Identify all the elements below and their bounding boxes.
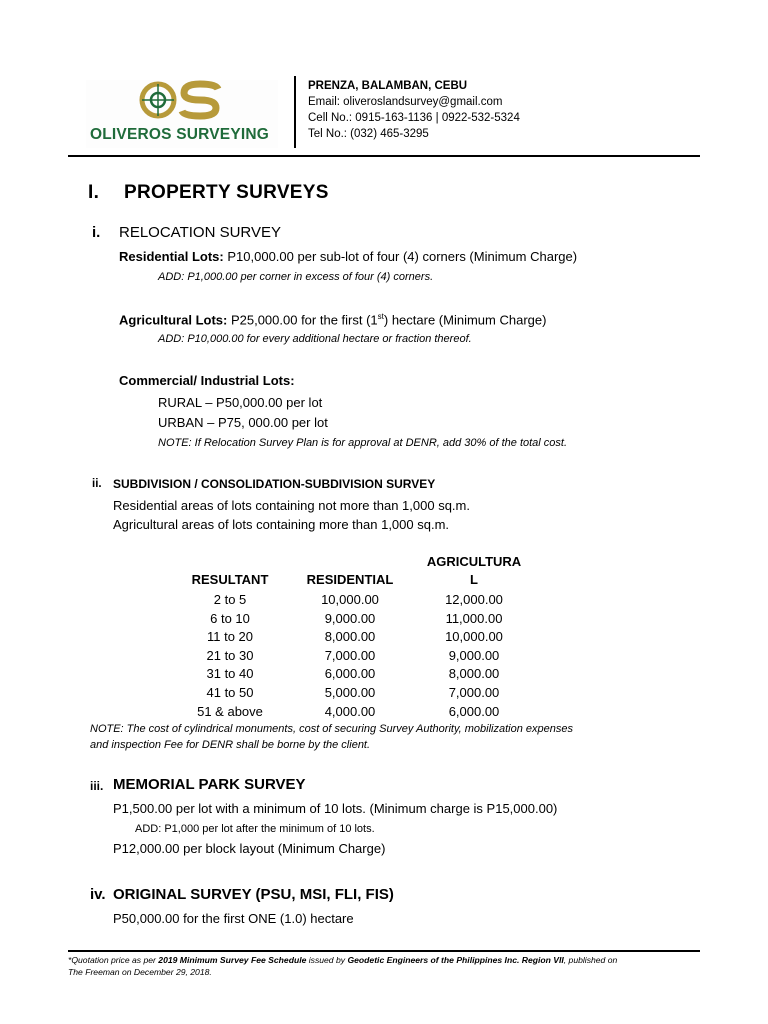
residential-cell: 10,000.00 [321,592,379,607]
residential-lots-label: Residential Lots: [119,249,224,264]
original-number: iv. [90,886,106,903]
residential-lots-text: P10,000.00 per sub-lot of four (4) corners (Minimum Charge) [223,249,578,264]
rural-rate: RURAL – P50,000.00 per lot [158,395,323,410]
col-header-agricultural-2: L [470,572,478,587]
resultant-cell: 2 to 5 [213,592,247,607]
resultant-cell: 11 to 20 [206,629,254,645]
memorial-title: MEMORIAL PARK SURVEY [113,776,306,793]
footer-note [68,954,700,978]
residential-cell: 9,000.00 [324,610,376,626]
resultant-cell: 51 & above [197,703,263,719]
memorial-number: iii. [90,779,104,793]
relocation-note: NOTE: If Relocation Survey Plan is for approval at DENR, add 30% of the total cost. [158,437,568,449]
subdivision-number: ii. [92,478,102,490]
memorial-line-1: P1,500.00 per lot with a minimum of 10 lots. (Minimum charge is P15,000.00) [113,801,558,816]
agricultural-lots-text-b: ) hectare (Minimum Charge) [383,312,547,328]
residential-cell: 7,000.00 [324,647,376,663]
agricultural-cell: 11,000.00 [445,610,503,626]
original-line-1: P50,000.00 for the first ONE (1.0) hectare [113,911,354,926]
agricultural-lots-label: Agricultural Lots: [119,312,228,328]
original-title: ORIGINAL SURVEY (PSU, MSI, FLI, FIS) [113,886,394,903]
subdivision-note-2: and inspection Fee for DENR shall be borne by the client. [90,739,371,751]
col-header-resultant: RESULTANT [191,572,269,587]
relocation-number: i. [92,224,101,241]
logo-os-mark [138,80,224,124]
resultant-cell: 6 to 10 [210,610,250,626]
agricultural-cell: 10,000.00 [445,629,503,645]
agricultural-cell: 7,000.00 [448,685,500,700]
commercial-lots-label: Commercial/ Industrial Lots: [119,373,295,388]
company-tel: Tel No.: (032) 465-3295 [308,128,429,140]
urban-rate: URBAN – P75, 000.00 per lot [158,415,328,430]
residential-add: ADD: P1,000.00 per corner in excess of four (4) corners. [158,271,434,283]
agricultural-lots-text-a: P25,000.00 for the first (1 [227,312,378,328]
memorial-add: ADD: P1,000 per lot after the minimum of 10 lots. [135,823,375,835]
agricultural-cell: 12,000.00 [445,592,503,607]
subdivision-note-1: NOTE: The cost of cylindrical monuments, cost of securing Survey Authority, mobilization expenses [90,723,573,735]
section-number: I. [88,182,100,203]
company-cell: Cell No.: 0915-163-1136 | 0922-532-5324 [308,112,520,124]
agricultural-lots-line [119,312,546,327]
agricultural-cell: 9,000.00 [448,647,500,663]
relocation-title: RELOCATION SURVEY [119,224,281,241]
resultant-cell: 31 to 40 [206,666,254,682]
subdivision-title: SUBDIVISION / CONSOLIDATION-SUBDIVISION SURVEY [113,477,436,491]
col-header-residential: RESIDENTIAL [306,572,394,587]
agricultural-cell: 8,000.00 [448,666,500,682]
company-name: OLIVEROS SURVEYING [90,126,270,143]
resultant-cell: 41 to 50 [206,685,254,700]
footer-text-3: , published on [563,955,618,965]
section-title: PROPERTY SURVEYS [124,182,329,203]
agricultural-cell: 6,000.00 [448,703,500,719]
footer-bold-1: 2019 Minimum Survey Fee Schedule [158,955,307,965]
company-address: PRENZA, BALAMBAN, CEBU [308,80,468,92]
company-logo [86,80,278,148]
company-email: Email: oliveroslandsurvey@gmail.com [308,96,503,108]
memorial-line-2: P12,000.00 per block layout (Minimum Charge) [113,841,386,856]
footer-text-1: *Quotation price as per [68,955,159,965]
col-header-agricultural-1: AGRICULTURA [426,554,522,569]
header-rule [68,155,700,157]
footer-rule [68,950,700,952]
residential-lots-line [119,249,577,264]
footer-bold-2: Geodetic Engineers of the Philippines Inc. Region VII [347,955,564,965]
residential-cell: 4,000.00 [324,703,376,719]
subdivision-line-agricultural: Agricultural areas of lots containing more than 1,000 sq.m. [113,517,450,532]
residential-cell: 8,000.00 [324,629,376,645]
subdivision-line-residential: Residential areas of lots containing not more than 1,000 sq.m. [113,498,470,513]
residential-cell: 5,000.00 [324,685,376,700]
agricultural-add: ADD: P10,000.00 for every additional hectare or fraction thereof. [158,333,472,345]
header-divider [294,76,296,148]
footer-text-2: issued by [306,955,348,965]
residential-cell: 6,000.00 [324,666,376,682]
resultant-cell: 21 to 30 [206,647,254,663]
agricultural-lots-sup: st [377,312,384,321]
footer-text-4: The Freeman on December 29, 2018. [68,967,212,977]
